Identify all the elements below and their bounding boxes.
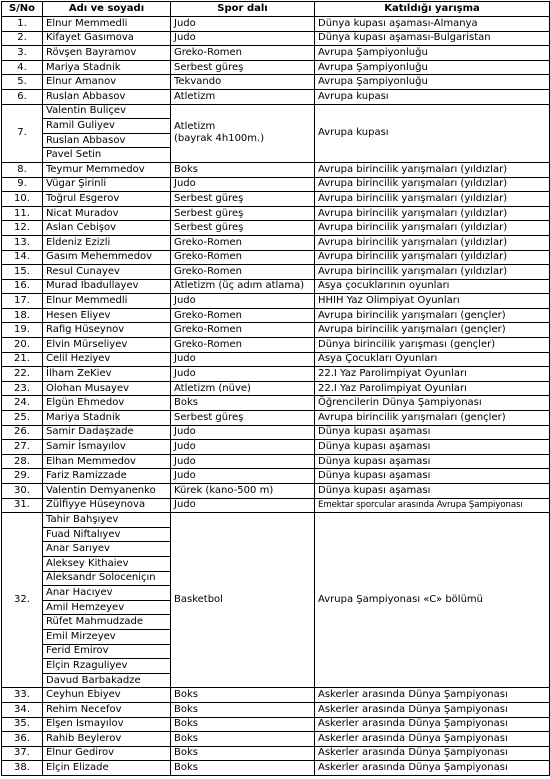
- competition: Dünya kupası aşaması: [315, 469, 550, 484]
- competition: Avrupa kupası: [315, 104, 550, 162]
- competition: Öğrencilerin Dünya Şampiyonası: [315, 396, 550, 411]
- table-row: [2, 177, 550, 192]
- competition: Avrupa birincilik yarışmaları (yıldızlar): [315, 192, 550, 207]
- sport-discipline: Serbest güreş: [171, 411, 315, 426]
- row-number: 11.: [2, 206, 43, 221]
- row-number: 23.: [2, 381, 43, 396]
- competition: 22.I Yaz Parolimpiyat Oyunları: [315, 381, 550, 396]
- competition: Dünya kupası aşaması: [315, 454, 550, 469]
- header-sno: S/No: [2, 2, 43, 17]
- table-row: [2, 60, 550, 75]
- row-number: 5.: [2, 75, 43, 90]
- competition: Avrupa birincilik yarışmaları (yıldızlar): [315, 265, 550, 280]
- athlete-name: Ruslan Abbasov: [43, 89, 171, 104]
- competition: Avrupa Şampiyonluğu: [315, 46, 550, 61]
- athlete-name: Elnur Memmedli: [43, 294, 171, 309]
- competition: Askerler arasında Dünya Şampiyonası: [315, 732, 550, 747]
- athlete-name: İlham ZeKiev: [43, 367, 171, 382]
- row-number: 12.: [2, 221, 43, 236]
- row-number: 13.: [2, 235, 43, 250]
- athlete-name: Elgün Ehmedov: [43, 396, 171, 411]
- sport-discipline: Boks: [171, 688, 315, 703]
- sport-discipline: Greko-Romen: [171, 308, 315, 323]
- athlete-name: Ferid Emirov: [43, 644, 171, 659]
- table-row: [2, 75, 550, 90]
- table-row: [2, 411, 550, 426]
- row-number: 3.: [2, 46, 43, 61]
- table-row: [2, 206, 550, 221]
- row-number: 37.: [2, 746, 43, 761]
- athlete-name: Rafig Hüseynov: [43, 323, 171, 338]
- athlete-name: Aleksandr Soloceniçın: [43, 571, 171, 586]
- table-row: [2, 381, 550, 396]
- row-number: 20.: [2, 338, 43, 353]
- competition: Dünya kupası aşaması: [315, 484, 550, 499]
- sport-discipline: Judo: [171, 440, 315, 455]
- athlete-name: Murad İbadullayev: [43, 279, 171, 294]
- sport-discipline: Atletizm (bayrak 4h100m.): [171, 104, 315, 162]
- table-row: [2, 396, 550, 411]
- athlete-name: Valentin Demyanenko: [43, 484, 171, 499]
- table-row: [2, 294, 550, 309]
- table-row: [2, 104, 550, 119]
- athlete-name: Elçin Elizade: [43, 761, 171, 776]
- athlete-name: Amil Hemzeyev: [43, 600, 171, 615]
- sport-discipline: Tekvando: [171, 75, 315, 90]
- table-row: [2, 440, 550, 455]
- table-header-row: [2, 2, 550, 17]
- sport-discipline: Judo: [171, 31, 315, 46]
- row-number: 33.: [2, 688, 43, 703]
- competition: Askerler arasında Dünya Şampiyonası: [315, 702, 550, 717]
- row-number: 24.: [2, 396, 43, 411]
- athlete-name: Rehim Necefov: [43, 702, 171, 717]
- sport-discipline: Boks: [171, 162, 315, 177]
- competition: Avrupa birincilik yarışmaları (yıldızlar): [315, 235, 550, 250]
- sport-discipline: Judo: [171, 294, 315, 309]
- row-number: 25.: [2, 411, 43, 426]
- athlete-name: Kifayet Gasımova: [43, 31, 171, 46]
- competition: Dünya birincilik yarışması (gençler): [315, 338, 550, 353]
- athlete-name: Elvin Mürseliyev: [43, 338, 171, 353]
- competition: Avrupa birincilik yarışmaları (yıldızlar): [315, 250, 550, 265]
- athlete-name: Olohan Musayev: [43, 381, 171, 396]
- table-row: [2, 469, 550, 484]
- table-row: [2, 338, 550, 353]
- sport-discipline: Kürek (kano-500 m): [171, 484, 315, 499]
- athlete-name: Eldeniz Ezizli: [43, 235, 171, 250]
- sport-discipline: Serbest güreş: [171, 206, 315, 221]
- sport-discipline: Boks: [171, 761, 315, 776]
- athlete-name: Pavel Setin: [43, 148, 171, 163]
- competition: Avrupa birincilik yarışmaları (gençler): [315, 411, 550, 426]
- table-row: [2, 498, 550, 513]
- competition: Asya çocuklarının oyunları: [315, 279, 550, 294]
- sport-discipline: Boks: [171, 702, 315, 717]
- sport-discipline: Judo: [171, 367, 315, 382]
- athlete-name: Elnur Amanov: [43, 75, 171, 90]
- row-number: 21.: [2, 352, 43, 367]
- row-number: 31.: [2, 498, 43, 513]
- sport-discipline: Serbest güreş: [171, 221, 315, 236]
- row-number: 35.: [2, 717, 43, 732]
- competition: Dünya kupası aşaması: [315, 440, 550, 455]
- row-number: 28.: [2, 454, 43, 469]
- competition: Avrupa birincilik yarışmaları (gençler): [315, 308, 550, 323]
- athlete-name: Teymur Memmedov: [43, 162, 171, 177]
- competition: Avrupa birincilik yarışmaları (yıldızlar): [315, 177, 550, 192]
- athlete-name: Elnur Memmedli: [43, 17, 171, 32]
- athlete-name: Ramil Guliyev: [43, 119, 171, 134]
- competition: Askerler arasında Dünya Şampiyonası: [315, 688, 550, 703]
- athlete-name: Ruslan Abbasov: [43, 133, 171, 148]
- row-number: 27.: [2, 440, 43, 455]
- table-row: [2, 192, 550, 207]
- athlete-name: Zülfiyye Hüseynova: [43, 498, 171, 513]
- competition: Dünya kupası aşaması-Almanya: [315, 17, 550, 32]
- sport-discipline: Judo: [171, 17, 315, 32]
- row-number: 9.: [2, 177, 43, 192]
- athlete-name: Nicat Muradov: [43, 206, 171, 221]
- athlete-name: Elnur Gedirov: [43, 746, 171, 761]
- table-row: [2, 367, 550, 382]
- athletes-table: [1, 1, 550, 776]
- row-number: 22.: [2, 367, 43, 382]
- table-row: [2, 17, 550, 32]
- competition: Avrupa Şampiyonluğu: [315, 60, 550, 75]
- sport-discipline: Serbest güreş: [171, 60, 315, 75]
- table-row: [2, 221, 550, 236]
- competition: Avrupa birincilik yarışmaları (yıldızlar): [315, 221, 550, 236]
- athlete-name: Resul Cunayev: [43, 265, 171, 280]
- athlete-name: Rövşen Bayramov: [43, 46, 171, 61]
- sport-discipline: Basketbol: [171, 513, 315, 688]
- table-row: [2, 162, 550, 177]
- athlete-name: Elşen İsmayılov: [43, 717, 171, 732]
- table-row: [2, 235, 550, 250]
- table-row: [2, 732, 550, 747]
- row-number: 15.: [2, 265, 43, 280]
- sport-discipline: Greko-Romen: [171, 250, 315, 265]
- header-event: Katıldığı yarışma: [315, 2, 550, 17]
- sport-discipline: Judo: [171, 454, 315, 469]
- row-number: 2.: [2, 31, 43, 46]
- table-row: [2, 250, 550, 265]
- athlete-name: Valentin Buliçev: [43, 104, 171, 119]
- sport-discipline: Greko-Romen: [171, 235, 315, 250]
- athlete-name: Hesen Eliyev: [43, 308, 171, 323]
- athlete-name: Fariz Ramizzade: [43, 469, 171, 484]
- table-row: [2, 31, 550, 46]
- competition: HHIH Yaz Olimpiyat Oyunları: [315, 294, 550, 309]
- competition: Avrupa Şampiyonluğu: [315, 75, 550, 90]
- sport-discipline: Atletizm: [171, 89, 315, 104]
- competition: Askerler arasında Dünya Şampiyonası: [315, 761, 550, 776]
- table-row: [2, 425, 550, 440]
- row-number: 26.: [2, 425, 43, 440]
- athlete-name: Tahir Bahşıyev: [43, 513, 171, 528]
- sport-discipline: Judo: [171, 352, 315, 367]
- athlete-name: Anar Sarıyev: [43, 542, 171, 557]
- table-row: [2, 89, 550, 104]
- table-row: [2, 279, 550, 294]
- competition: Avrupa Şampiyonası «C» bölümü: [315, 513, 550, 688]
- sport-discipline: Judo: [171, 469, 315, 484]
- table-row: [2, 513, 550, 528]
- athlete-name: Mariya Stadnik: [43, 411, 171, 426]
- row-number: 10.: [2, 192, 43, 207]
- competition: Avrupa birincilik yarışmaları (yıldızlar): [315, 206, 550, 221]
- athlete-name: Mariya Stadnik: [43, 60, 171, 75]
- header-name: Adı ve soyadı: [43, 2, 171, 17]
- athlete-name: Gasım Mehemmedov: [43, 250, 171, 265]
- table-row: [2, 454, 550, 469]
- sport-discipline: Boks: [171, 746, 315, 761]
- row-number: 36.: [2, 732, 43, 747]
- row-number: 19.: [2, 323, 43, 338]
- athlete-name: Celil Heziyev: [43, 352, 171, 367]
- sport-discipline: Greko-Romen: [171, 265, 315, 280]
- competition: Avrupa birincilik yarışmaları (yıldızlar): [315, 162, 550, 177]
- competition: Avrupa birincilik yarışmaları (gençler): [315, 323, 550, 338]
- athlete-name: Vügar Şirinli: [43, 177, 171, 192]
- competition: Asya Çocukları Oyunları: [315, 352, 550, 367]
- table-row: [2, 746, 550, 761]
- row-number: 30.: [2, 484, 43, 499]
- competition: Avrupa kupası: [315, 89, 550, 104]
- competition: Dünya kupası aşaması: [315, 425, 550, 440]
- header-sport: Spor dalı: [171, 2, 315, 17]
- sport-discipline: Atletizm (nüve): [171, 381, 315, 396]
- row-number: 14.: [2, 250, 43, 265]
- athlete-name: Samir Dadaşzade: [43, 425, 171, 440]
- row-number: 7.: [2, 104, 43, 162]
- athlete-name: Anar Hacıyev: [43, 586, 171, 601]
- athlete-name: Emil Mirzeyev: [43, 629, 171, 644]
- table-row: [2, 265, 550, 280]
- sport-discipline: Judo: [171, 498, 315, 513]
- athlete-name: Aslan Cebişov: [43, 221, 171, 236]
- sport-discipline: Greko-Romen: [171, 338, 315, 353]
- competition: Dünya kupası aşaması-Bulgaristan: [315, 31, 550, 46]
- athlete-name: Elhan Memmedov: [43, 454, 171, 469]
- sport-discipline: Boks: [171, 732, 315, 747]
- sport-discipline: Atletizm (üç adım atlama): [171, 279, 315, 294]
- row-number: 29.: [2, 469, 43, 484]
- competition: Askerler arasında Dünya Şampiyonası: [315, 746, 550, 761]
- table-row: [2, 46, 550, 61]
- sport-discipline: Greko-Romen: [171, 323, 315, 338]
- table-row: [2, 702, 550, 717]
- athlete-name: Davud Barbakadze: [43, 673, 171, 688]
- table-row: [2, 308, 550, 323]
- table-row: [2, 688, 550, 703]
- sport-discipline: Boks: [171, 717, 315, 732]
- row-number: 4.: [2, 60, 43, 75]
- athlete-name: Elçin Rzaguliyev: [43, 659, 171, 674]
- table-row: [2, 484, 550, 499]
- row-number: 6.: [2, 89, 43, 104]
- competition: Askerler arasında Dünya Şampiyonası: [315, 717, 550, 732]
- row-number: 32.: [2, 513, 43, 688]
- competition: Emektar sporcular arasında Avrupa Şampiyonası: [315, 498, 550, 513]
- row-number: 34.: [2, 702, 43, 717]
- row-number: 16.: [2, 279, 43, 294]
- sport-discipline: Judo: [171, 425, 315, 440]
- row-number: 1.: [2, 17, 43, 32]
- table-body: [2, 17, 550, 776]
- table-row: [2, 323, 550, 338]
- sport-discipline: Boks: [171, 396, 315, 411]
- athlete-name: Aleksey Kithaiev: [43, 556, 171, 571]
- athlete-name: Fuad Niftalıyev: [43, 527, 171, 542]
- table-row: [2, 352, 550, 367]
- athlete-name: Ceyhun Ebiyev: [43, 688, 171, 703]
- table-row: [2, 761, 550, 776]
- row-number: 17.: [2, 294, 43, 309]
- row-number: 18.: [2, 308, 43, 323]
- row-number: 8.: [2, 162, 43, 177]
- row-number: 38.: [2, 761, 43, 776]
- table-row: [2, 717, 550, 732]
- athlete-name: Toğrul Esgerov: [43, 192, 171, 207]
- athlete-name: Samir İsmayılov: [43, 440, 171, 455]
- sport-discipline: Greko-Romen: [171, 46, 315, 61]
- competition: 22.I Yaz Parolimpiyat Oyunları: [315, 367, 550, 382]
- sport-discipline: Serbest güreş: [171, 192, 315, 207]
- athlete-name: Rahib Beylerov: [43, 732, 171, 747]
- athlete-name: Rüfet Mahmudzade: [43, 615, 171, 630]
- sport-discipline: Judo: [171, 177, 315, 192]
